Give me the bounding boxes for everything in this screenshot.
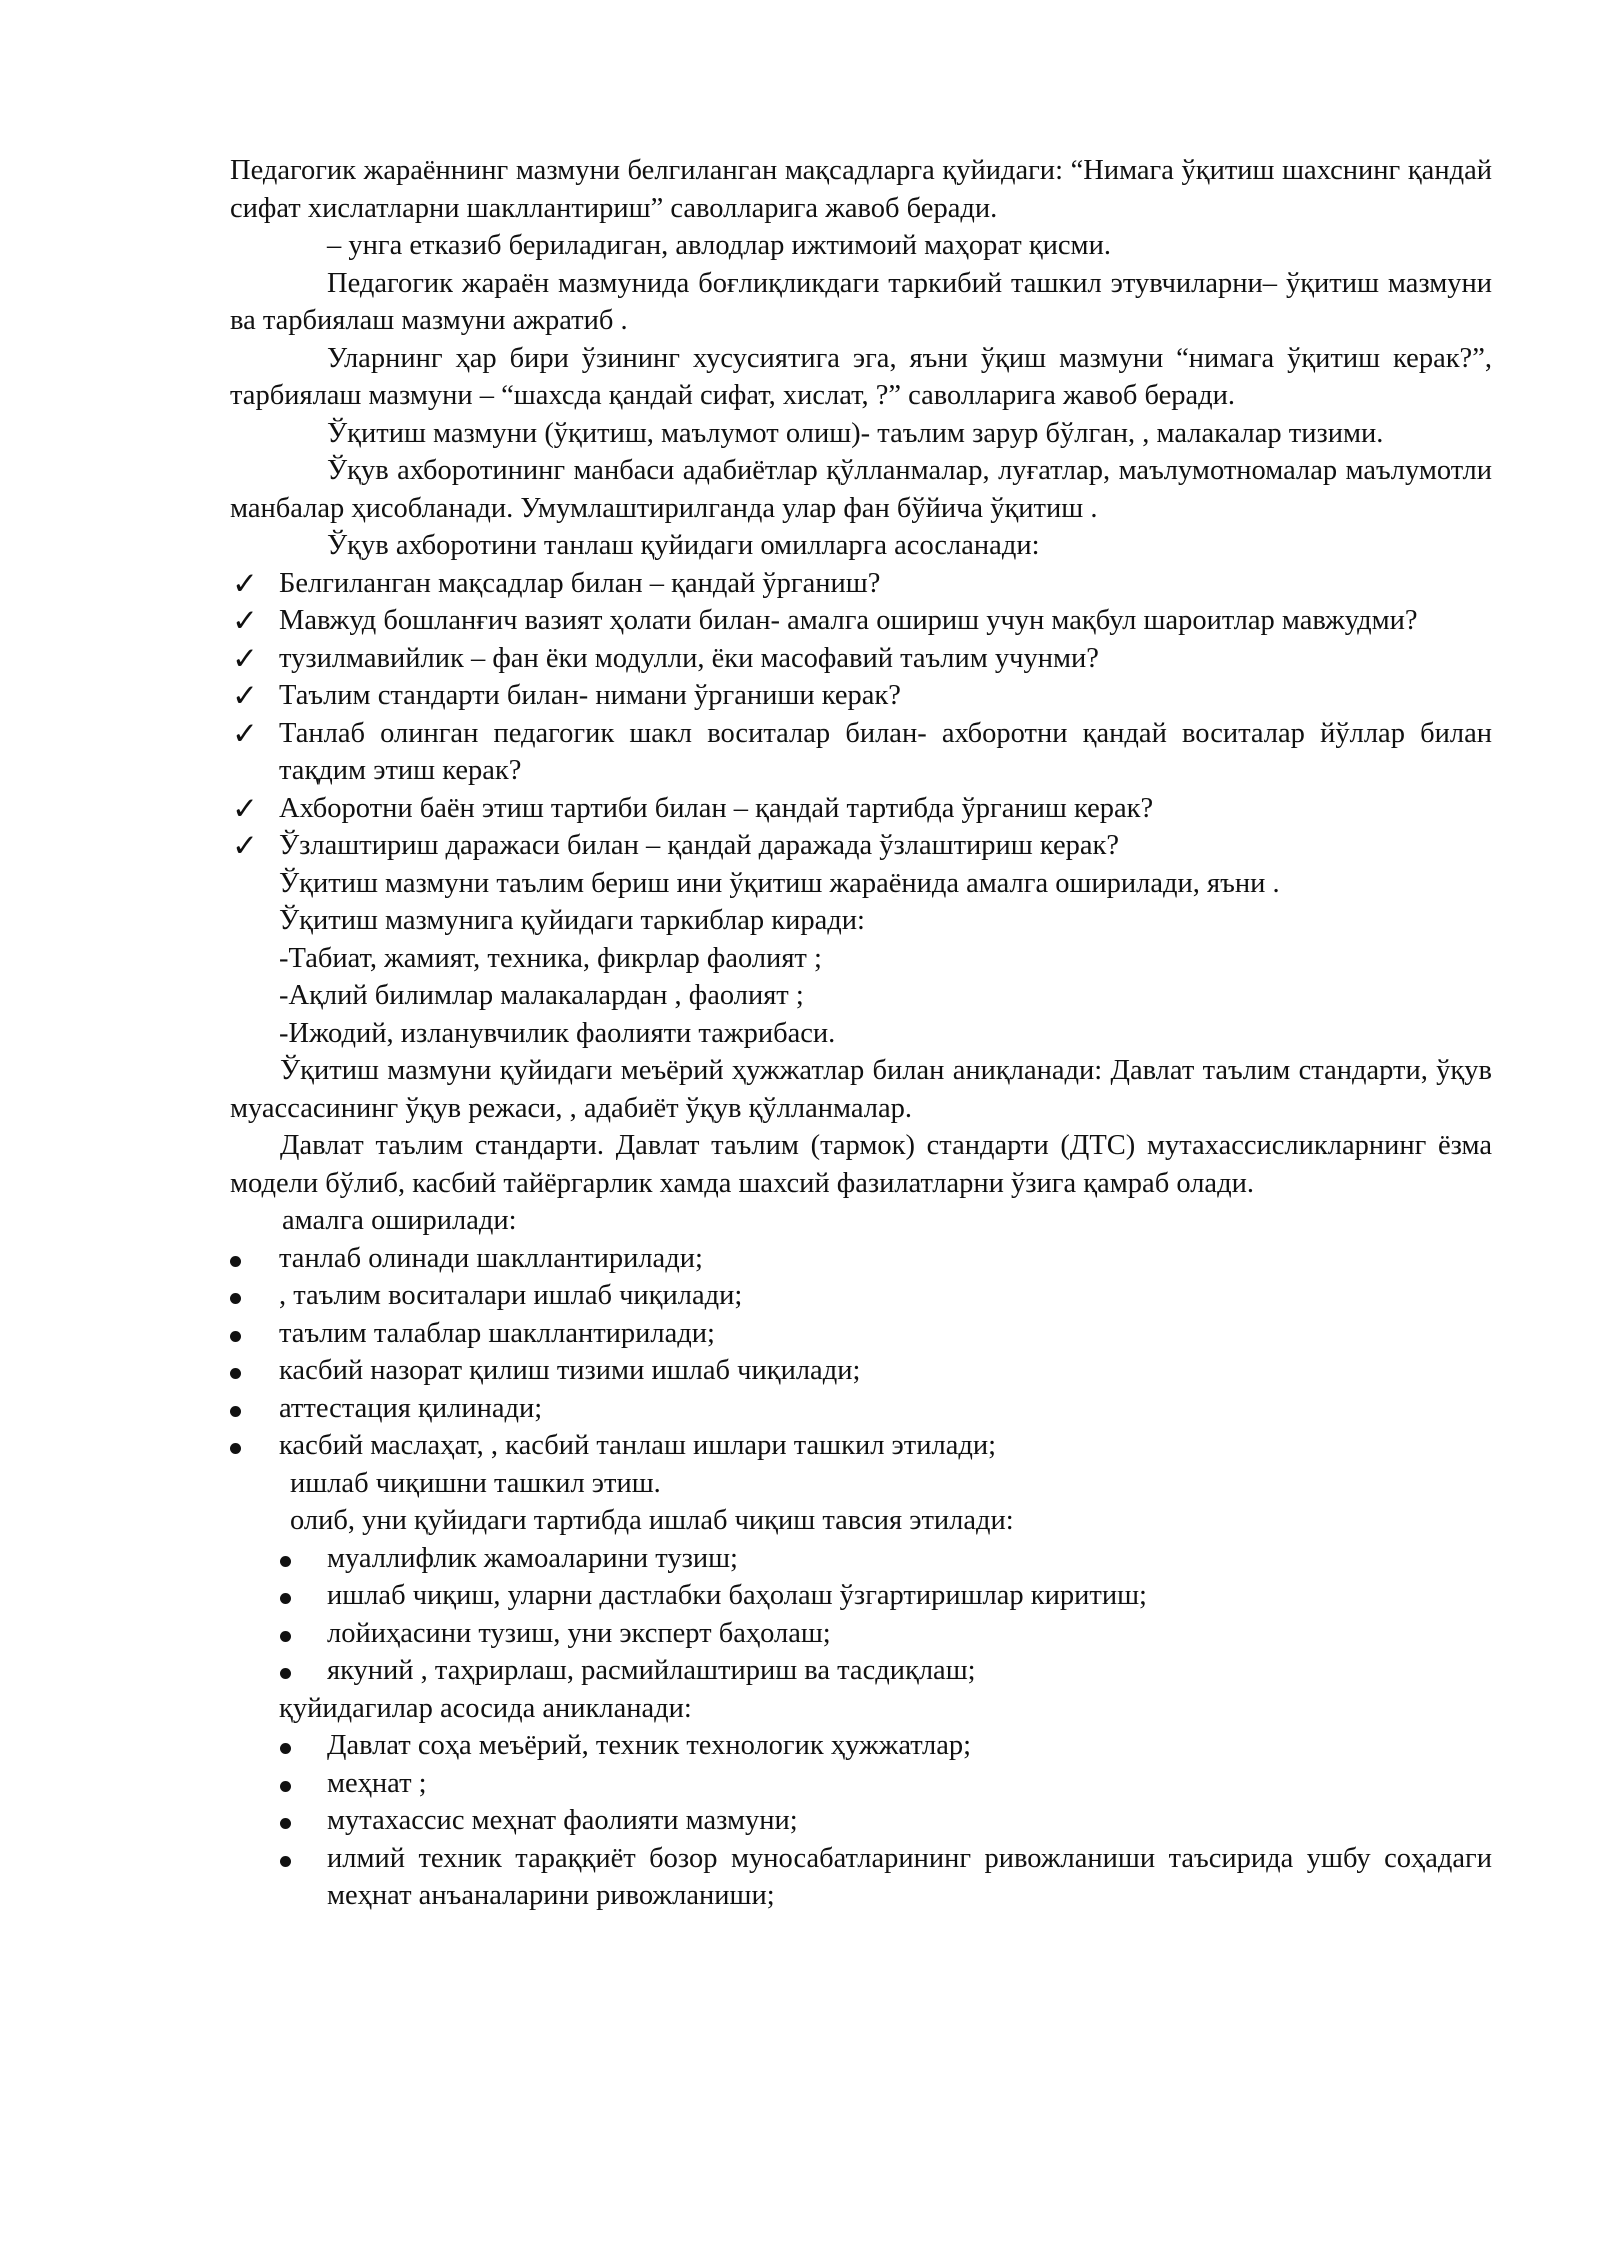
bullet-icon [230, 1427, 241, 1465]
list-item-text: таълим талаблар шакллантирилади; [279, 1317, 715, 1349]
list-item-text: меҳнат ; [327, 1767, 427, 1799]
bullet-icon [230, 1277, 241, 1315]
list-item-text: касбий маслаҳат, , касбий танлаш ишлари ташкил этилади; [279, 1430, 997, 1461]
list-item [230, 1540, 1492, 1578]
checkmark-icon: ✓ [232, 828, 258, 863]
list-item-text: Давлат соҳа меъёрий, техник технологик ҳужжатлар; [327, 1730, 972, 1761]
list-item-text: танлаб олинади шакллантирилади; [279, 1242, 703, 1274]
paragraph-9: Давлат таълим стандарти. Давлат таълим (тармок) стандарти (ДТС) мутахассисликларнинг ёзма модели бўлиб, касбий тайёргарлик хамда шахсий фазилатларни ўзига қамраб олади. [230, 1130, 1492, 1199]
list-item-text: касбий назорат қилиш тизими ишлаб чиқилади; [279, 1355, 861, 1386]
list-item-text: илмий техник тараққиёт бозор муносабатларининг ривожланиши таъсирида ушбу соҳадаги меҳнат анъаналарини ривожланиши; [327, 1842, 1492, 1911]
paragraph-7: Ўқув ахборотини танлаш қуйидаги омилларга асосланади: [327, 530, 1040, 561]
list-item [230, 1802, 1492, 1840]
list-item-text: аттестация қилинади; [279, 1392, 543, 1424]
list-item [230, 790, 1492, 828]
list-item [230, 1315, 1492, 1353]
paragraph-8: Ўқитиш мазмуни қуйидаги меъёрий ҳужжатлар билан аниқланади: Давлат таълим стандарти, ўқув муассасининг ўқув режаси, , адабиёт ўқув қўлланмалар. [230, 1055, 1492, 1124]
list-item [230, 677, 1492, 715]
list-item-text: ишлаб чиқиш, уларни дастлабки баҳолаш ўзгартиришлар киритиш; [327, 1580, 1147, 1611]
list-item [230, 640, 1492, 678]
list-item-text: Мавжуд бошланғич вазият ҳолати билан- амалга ошириш учун мақбул шароитлар мавжудми? [279, 605, 1418, 636]
list-item [230, 1577, 1492, 1615]
text-line-4: -Ақлий билимлар малакалардан , фаолият ; [279, 980, 804, 1011]
bullet-icon [230, 1352, 241, 1390]
checkmark-icon: ✓ [232, 678, 258, 713]
list-item-text: мутахассис меҳнат фаолияти мазмуни; [327, 1805, 798, 1836]
paragraph-2: – унга етказиб бериладиган, авлодлар ижтимоий маҳорат қисми. [327, 230, 1111, 261]
list-item [230, 1652, 1492, 1690]
checkmark-icon: ✓ [232, 565, 258, 601]
bullet-icon [280, 1540, 291, 1578]
list-item [230, 1615, 1492, 1653]
bullet-icon [280, 1577, 291, 1615]
paragraph-3: Педагогик жараён мазмунида боғлиқликдаги таркибий ташкил этувчиларни– ўқитиш мазмуни ва тарбиялаш мазмуни ажратиб . [230, 267, 1492, 336]
list-item-text: Белгиланган мақсадлар билан – қандай ўрганиш? [279, 567, 881, 599]
list-item [230, 1390, 1492, 1428]
list-item [230, 1840, 1492, 1915]
paragraph-4: Уларнинг ҳар бири ўзининг хусусиятига эга, яъни ўқиш мазмуни “нимага ўқитиш керак?”, тарбиялаш мазмуни – “шахсда қандай сифат, хислат, ?” саволларига жавоб беради. [230, 342, 1492, 411]
text-line-3: -Табиат, жамият, техника, фикрлар фаолият ; [279, 942, 822, 974]
selection-factors-list [230, 565, 1492, 865]
bullet-icon [280, 1765, 291, 1803]
list-item [230, 1765, 1492, 1803]
list-item [230, 1727, 1492, 1765]
text-line-9: қуйидагилар асосида аникланади: [279, 1692, 692, 1724]
list-item [230, 1427, 1492, 1465]
list-item-text: якуний , таҳрирлаш, расмийлаштириш ва тасдиқлаш; [327, 1655, 976, 1686]
document-page [230, 152, 1492, 1915]
bullet-icon [280, 1802, 291, 1840]
list-item-text: лойиҳасини тузиш, уни эксперт баҳолаш; [327, 1617, 831, 1649]
text-line-6: амалга оширилади: [282, 1205, 517, 1236]
list-item [230, 1277, 1492, 1315]
development-steps-list [230, 1540, 1492, 1690]
bullet-icon [280, 1840, 291, 1878]
basis-list [230, 1727, 1492, 1915]
standard-tasks-list [230, 1240, 1492, 1465]
list-item [230, 1240, 1492, 1278]
text-line-7: ишлаб чиқишни ташкил этиш. [290, 1467, 661, 1499]
list-item-text: Таълим стандарти билан- нимани ўрганиши керак? [279, 680, 901, 711]
list-item-text: Танлаб олинган педагогик шакл воситалар билан- ахборотни қандай воситалар йўллар билан тақдим этиш керак? [279, 717, 1492, 786]
bullet-icon [230, 1315, 241, 1353]
bullet-icon [280, 1652, 291, 1690]
list-item-text: муаллифлик жамоаларини тузиш; [327, 1542, 738, 1574]
bullet-icon [230, 1240, 241, 1278]
list-item [230, 827, 1492, 865]
list-item [230, 602, 1492, 640]
checkmark-icon: ✓ [232, 640, 258, 676]
checkmark-icon: ✓ [232, 790, 258, 826]
checkmark-icon: ✓ [232, 603, 258, 638]
text-line-2: Ўқитиш мазмунига қуйидаги таркиблар киради: [279, 905, 865, 936]
bullet-icon [230, 1390, 241, 1428]
paragraph-6: Ўқув ахборотининг манбаси адабиётлар қўлланмалар, луғатлар, маълумотномалар маълумотли манбалар ҳисобланади. Умумлаштирилганда улар фан бўйича ўқитиш . [230, 455, 1492, 524]
text-line-5: -Ижодий, изланувчилик фаолияти тажрибаси. [279, 1017, 836, 1049]
paragraph-5: Ўқитиш мазмуни (ўқитиш, маълумот олиш)- таълим зарур бўлган, , малакалар тизими. [327, 417, 1384, 449]
list-item-text: тузилмавийлик – фан ёки модулли, ёки масофавий таълим учунми? [279, 642, 1099, 674]
bullet-icon [280, 1727, 291, 1765]
list-item [230, 715, 1492, 790]
text-line-8: олиб, уни қуйидаги тартибда ишлаб чиқиш тавсия этилади: [290, 1505, 1014, 1536]
list-item [230, 565, 1492, 603]
list-item-text: , таълим воситалари ишлаб чиқилади; [279, 1280, 743, 1311]
list-item [230, 1352, 1492, 1390]
list-item-text: Ахборотни баён этиш тартиби билан – қандай тартибда ўрганиш керак? [279, 792, 1154, 824]
paragraph-1: Педагогик жараённинг мазмуни белгиланган мақсадларга қуйидаги: “Нимага ўқитиш шахснинг қандай сифат хислатларни шакллантириш” саволларига жавоб беради. [230, 155, 1492, 224]
list-item-text: Ўзлаштириш даражаси билан – қандай даражада ўзлаштириш керак? [279, 830, 1120, 861]
bullet-icon [280, 1615, 291, 1653]
checkmark-icon: ✓ [232, 715, 258, 751]
text-line-1: Ўқитиш мазмуни таълим бериш ини ўқитиш жараёнида амалга оширилади, яъни . [279, 867, 1280, 899]
